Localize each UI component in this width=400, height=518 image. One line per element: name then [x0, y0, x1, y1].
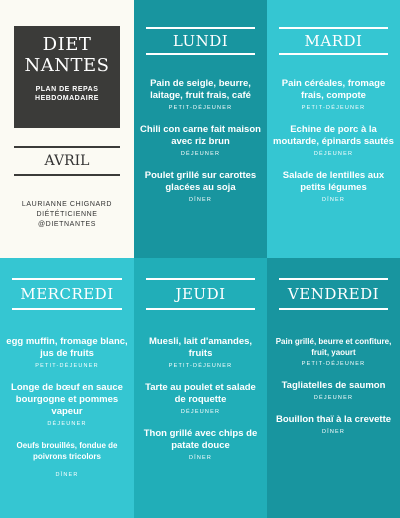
- brand-title-line1: DIET: [42, 34, 92, 55]
- day-panel-vendredi: [267, 258, 400, 518]
- day-rule-top: [279, 278, 388, 280]
- day-rule-top: [12, 278, 122, 280]
- meal-lunch: [273, 124, 394, 157]
- day-header: [279, 27, 388, 55]
- author-title: DIÉTÉTICIENNE: [36, 211, 98, 218]
- meal-text: Pain de seigle, beurre, laitage, fruit frais, café: [150, 78, 251, 101]
- meal-dinner: [140, 170, 261, 203]
- meal-label: PETIT-DÉJEUNER: [301, 105, 366, 111]
- meal-label: PETIT-DÉJEUNER: [168, 363, 233, 369]
- day-panel-jeudi: [134, 258, 267, 518]
- meal-text: Pain céréales, fromage frais, compote: [281, 78, 386, 101]
- meal-dinner: [140, 428, 261, 461]
- meal-label: DÉJEUNER: [313, 151, 354, 157]
- day-name: JEUDI: [175, 285, 226, 303]
- month-header: [14, 146, 120, 176]
- meal-text: Pain grillé, beurre et confiture, fruit, yaourt: [275, 337, 392, 357]
- meal-text: Chili con carne fait maison avec riz brun: [140, 124, 261, 147]
- day-rule-bottom: [146, 308, 255, 310]
- meal-label: DÉJEUNER: [47, 421, 87, 427]
- meal-label: DÎNER: [188, 455, 213, 461]
- meal-label: DÎNER: [188, 197, 213, 203]
- meal-lunch: [6, 382, 128, 427]
- meal-breakfast: [273, 336, 394, 367]
- meal-list: [140, 336, 261, 474]
- meal-list: [140, 78, 261, 216]
- meal-text: Poulet grillé sur carottes glacées au soja: [144, 170, 257, 193]
- day-rule-bottom: [146, 53, 255, 55]
- day-rule-bottom: [279, 308, 388, 310]
- author-handle: @DIETNANTES: [37, 221, 97, 228]
- meal-breakfast: [273, 78, 394, 111]
- brand-subtitle: [14, 85, 120, 103]
- day-rule-top: [279, 27, 388, 29]
- day-header: [279, 278, 388, 310]
- meal-dinner: [273, 414, 394, 435]
- meal-text: Salade de lentilles aux petits légumes: [282, 170, 385, 193]
- meal-text: Tarte au poulet et salade de roquette: [145, 382, 256, 405]
- day-panel-mercredi: [0, 258, 134, 518]
- meal-text: Oeufs brouillés, fondue de poivrons tricolors: [16, 441, 118, 461]
- day-rule-bottom: [12, 308, 122, 310]
- brand-subtitle-line1: PLAN DE REPAS: [35, 86, 99, 93]
- meal-label: DÎNER: [55, 472, 79, 478]
- day-name: MARDI: [304, 32, 363, 50]
- meal-dinner: [6, 440, 128, 478]
- meal-label: DÉJEUNER: [180, 409, 221, 415]
- brand-title: [14, 34, 120, 76]
- meal-label: PETIT-DÉJEUNER: [168, 105, 233, 111]
- meal-label: DÉJEUNER: [180, 151, 221, 157]
- day-header: [146, 27, 255, 55]
- day-panel-mardi: [267, 0, 400, 258]
- meal-text: Thon grillé avec chips de patate douce: [143, 428, 258, 451]
- meal-text: Muesli, lait d'amandes, fruits: [148, 336, 253, 359]
- day-panel-lundi: [134, 0, 267, 258]
- brand-panel: [0, 0, 134, 258]
- meal-text: Echine de porc à la moutarde, épinards sautés: [273, 124, 394, 147]
- day-header: [12, 278, 122, 310]
- meal-lunch: [140, 382, 261, 415]
- meal-breakfast: [140, 78, 261, 111]
- meal-lunch: [273, 380, 394, 401]
- meal-breakfast: [6, 336, 128, 369]
- meal-label: PETIT-DÉJEUNER: [35, 363, 99, 369]
- month-rule-bottom: [14, 174, 120, 176]
- meal-label: PETIT-DÉJEUNER: [301, 361, 366, 367]
- day-rule-bottom: [279, 53, 388, 55]
- meal-text: egg muffin, fromage blanc, jus de fruits: [6, 336, 128, 359]
- day-rule-top: [146, 27, 255, 29]
- meal-list: [273, 78, 394, 216]
- meal-text: Longe de bœuf en sauce bourgogne et pommes vapeur: [11, 382, 123, 417]
- meal-label: DÉJEUNER: [313, 395, 354, 401]
- meal-text: Tagliatelles de saumon: [281, 380, 386, 391]
- author-block: [4, 200, 130, 230]
- author-name: LAURIANNE CHIGNARD: [21, 201, 113, 208]
- brand-title-line2: NANTES: [24, 55, 110, 76]
- brand-logo-box: [14, 26, 120, 128]
- brand-subtitle-line2: HEBDOMADAIRE: [35, 95, 99, 102]
- meal-breakfast: [140, 336, 261, 369]
- meal-label: DÎNER: [321, 197, 346, 203]
- meal-list: [273, 336, 394, 448]
- month-name: AVRIL: [44, 153, 90, 169]
- day-header: [146, 278, 255, 310]
- day-rule-top: [146, 278, 255, 280]
- day-name: MERCREDI: [20, 285, 114, 303]
- meal-text: Bouillon thaï à la crevette: [275, 414, 392, 425]
- day-name: VENDREDI: [287, 285, 380, 303]
- meal-dinner: [273, 170, 394, 203]
- meal-list: [6, 336, 128, 491]
- meal-lunch: [140, 124, 261, 157]
- day-name: LUNDI: [172, 32, 229, 50]
- month-rule-top: [14, 146, 120, 148]
- meal-label: DÎNER: [321, 429, 346, 435]
